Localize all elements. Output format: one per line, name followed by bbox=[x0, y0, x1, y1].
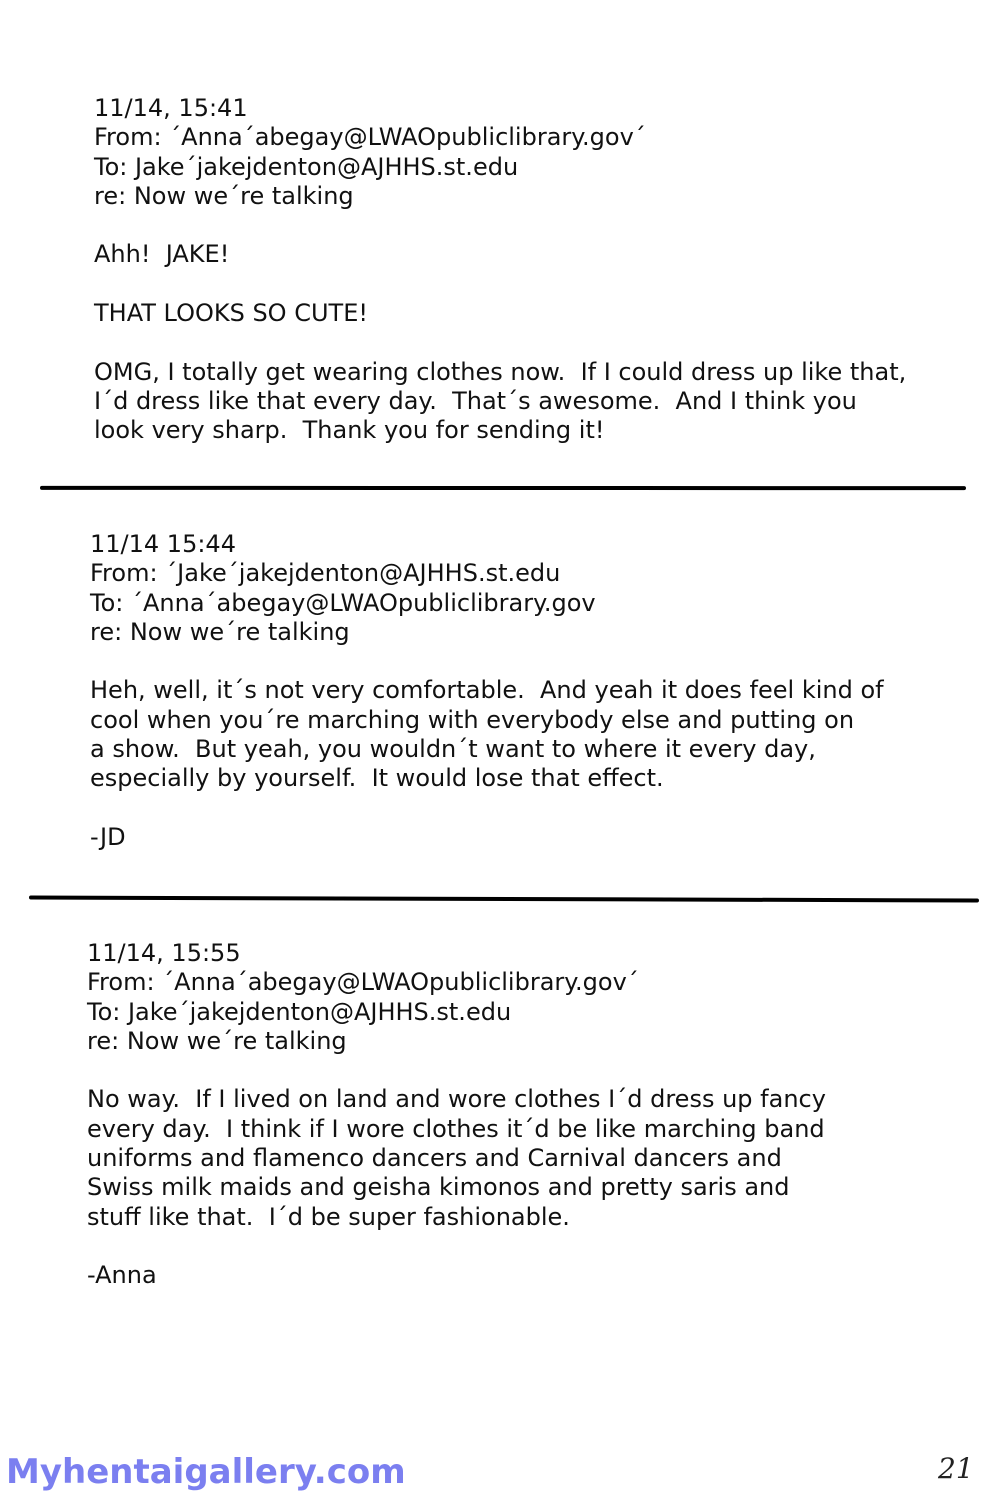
watermark-text: Myhentaigallery.com bbox=[6, 1452, 406, 1492]
email-body-paragraph: THAT LOOKS SO CUTE! bbox=[94, 299, 368, 328]
email-message-2 bbox=[90, 530, 884, 852]
email-timestamp: 11/14, 15:55 bbox=[87, 939, 241, 967]
email-message-3 bbox=[87, 939, 826, 1291]
email-timestamp: 11/14, 15:41 bbox=[94, 94, 248, 122]
page-number: 21 bbox=[938, 1452, 974, 1485]
email-signature: -JD bbox=[90, 822, 126, 851]
email-from: From: ´Jake´jakejdenton@AJHHS.st.edu bbox=[90, 559, 561, 588]
email-body-paragraph: Ahh! JAKE! bbox=[94, 240, 230, 269]
email-subject: re: Now we´re talking bbox=[90, 617, 350, 646]
email-body-paragraph: Heh, well, it´s not very comfortable. And yeah it does feel kind of cool when you´re marching with everybody else and putting on a show. But yeah, you wouldn´t want to where it every day, especially by yourself. It would lose that effect. bbox=[90, 676, 884, 793]
email-signature: -Anna bbox=[87, 1261, 157, 1290]
email-from: From: ´Anna´abegay@LWAOpubliclibrary.gov´ bbox=[87, 968, 639, 997]
email-message-1 bbox=[94, 94, 906, 446]
message-divider bbox=[40, 486, 966, 490]
email-body-paragraph: No way. If I lived on land and wore clothes I´d dress up fancy every day. I think if I wore clothes it´d be like marching band uniforms and flamenco dancers and Carnival dancers and Swiss milk maids and geisha kimonos and pretty saris and stuff like that. I´d be super fashionable. bbox=[87, 1085, 826, 1231]
email-to: To: Jake´jakejdenton@AJHHS.st.edu bbox=[87, 997, 512, 1026]
email-to: To: ´Anna´abegay@LWAOpubliclibrary.gov bbox=[90, 588, 596, 617]
email-to: To: Jake´jakejdenton@AJHHS.st.edu bbox=[94, 152, 519, 181]
message-divider bbox=[29, 896, 979, 903]
email-body-paragraph: OMG, I totally get wearing clothes now. If I could dress up like that, I´d dress like that every day. That´s awesome. And I think you look very sharp. Thank you for sending it! bbox=[94, 357, 907, 445]
email-subject: re: Now we´re talking bbox=[87, 1026, 347, 1055]
email-subject: re: Now we´re talking bbox=[94, 181, 354, 210]
email-timestamp: 11/14 15:44 bbox=[90, 530, 236, 558]
email-from: From: ´Anna´abegay@LWAOpubliclibrary.gov´ bbox=[94, 123, 646, 152]
